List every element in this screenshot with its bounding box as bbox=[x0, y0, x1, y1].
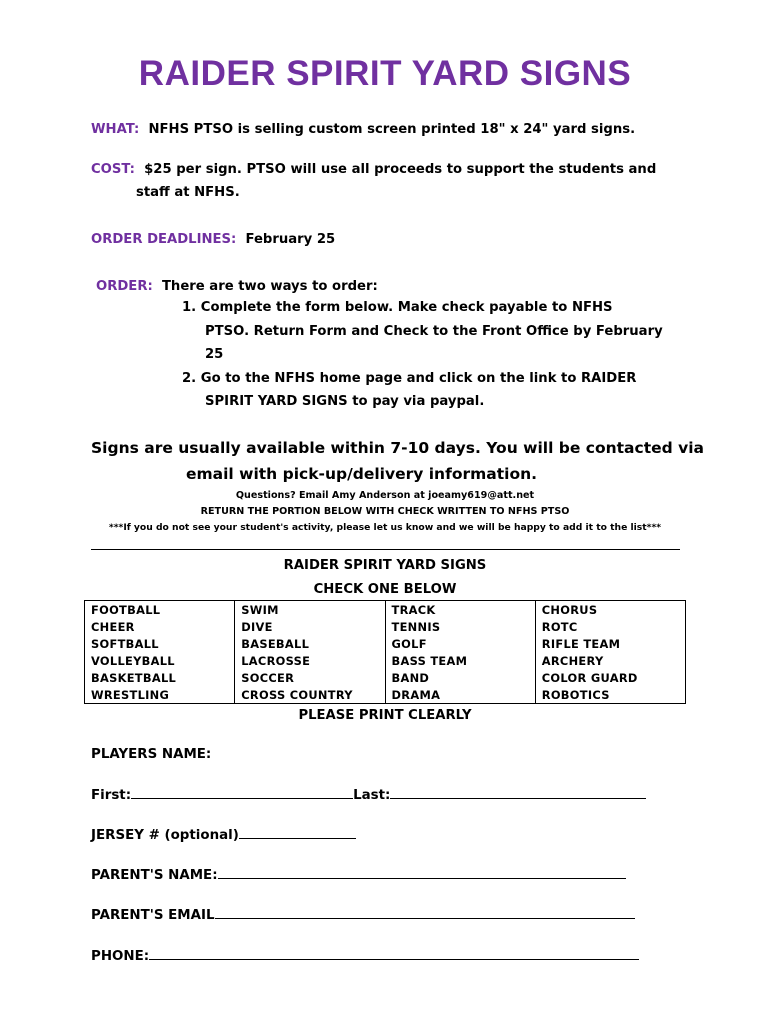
activity-option[interactable]: GOLF bbox=[385, 635, 535, 652]
parent-name-row bbox=[91, 867, 626, 883]
cost-text-2: staff at NFHS. bbox=[136, 185, 240, 200]
parent-name-field[interactable] bbox=[218, 867, 626, 879]
activity-option[interactable]: TRACK bbox=[385, 601, 535, 619]
deadline-label: ORDER DEADLINES: bbox=[91, 232, 237, 247]
parent-email-label: PARENT'S EMAIL bbox=[91, 908, 215, 923]
what-text: NFHS PTSO is selling custom screen printed 18" x 24" yard signs. bbox=[148, 122, 636, 137]
return-note: RETURN THE PORTION BELOW WITH CHECK WRITTEN TO NFHS PTSO bbox=[200, 506, 570, 517]
activity-option[interactable]: BASS TEAM bbox=[385, 652, 535, 669]
activity-option[interactable]: SWIM bbox=[235, 601, 385, 619]
table-row bbox=[85, 652, 686, 669]
phone-row bbox=[91, 948, 639, 964]
form-heading: RAIDER SPIRIT YARD SIGNS bbox=[283, 558, 487, 573]
activity-option[interactable]: RIFLE TEAM bbox=[535, 635, 685, 652]
table-row bbox=[85, 686, 686, 704]
activity-note: ***If you do not see your student's activity, please let us know and we will be happy to add it to the list*** bbox=[108, 522, 662, 533]
parent-name-label: PARENT'S NAME: bbox=[91, 868, 218, 883]
questions-note: Questions? Email Amy Anderson at joeamy619@att.net bbox=[235, 490, 535, 501]
activity-option[interactable]: DIVE bbox=[235, 618, 385, 635]
jersey-row bbox=[91, 827, 356, 843]
phone-label: PHONE: bbox=[91, 949, 150, 964]
cut-line bbox=[91, 549, 680, 550]
order-step-2-line-2: SPIRIT YARD SIGNS to pay via paypal. bbox=[205, 394, 485, 409]
deadline-line bbox=[91, 232, 335, 247]
order-intro: There are two ways to order: bbox=[161, 279, 378, 294]
jersey-field[interactable] bbox=[239, 827, 356, 839]
activity-option[interactable]: TENNIS bbox=[385, 618, 535, 635]
parent-email-field[interactable] bbox=[215, 907, 635, 919]
activity-option[interactable]: LACROSSE bbox=[235, 652, 385, 669]
table-row bbox=[85, 618, 686, 635]
activity-option[interactable]: ARCHERY bbox=[535, 652, 685, 669]
activity-option[interactable]: VOLLEYBALL bbox=[85, 652, 235, 669]
activity-option[interactable]: SOFTBALL bbox=[85, 635, 235, 652]
parent-email-row bbox=[91, 907, 635, 923]
order-step-2-line-1: 2. Go to the NFHS home page and click on the link to RAIDER bbox=[182, 371, 637, 386]
activity-option[interactable]: BAND bbox=[385, 669, 535, 686]
player-name-row bbox=[91, 787, 646, 803]
activity-option[interactable]: FOOTBALL bbox=[85, 601, 235, 619]
form-subheading: CHECK ONE BELOW bbox=[313, 582, 457, 597]
activity-option[interactable]: SOCCER bbox=[235, 669, 385, 686]
activity-option[interactable]: BASKETBALL bbox=[85, 669, 235, 686]
activity-option[interactable]: COLOR GUARD bbox=[535, 669, 685, 686]
table-row bbox=[85, 635, 686, 652]
deadline-text: February 25 bbox=[245, 232, 336, 247]
page-title: RAIDER SPIRIT YARD SIGNS bbox=[138, 54, 632, 93]
cost-line bbox=[91, 162, 656, 177]
activity-option[interactable]: ROTC bbox=[535, 618, 685, 635]
table-row bbox=[85, 601, 686, 619]
activity-option[interactable]: CHORUS bbox=[535, 601, 685, 619]
cost-label: COST: bbox=[91, 162, 135, 177]
activity-option[interactable]: BASEBALL bbox=[235, 635, 385, 652]
availability-line-1: Signs are usually available within 7-10 days. You will be contacted via bbox=[91, 439, 704, 457]
activity-option[interactable]: CROSS COUNTRY bbox=[235, 686, 385, 704]
table-row bbox=[85, 669, 686, 686]
order-step-1-line-1: 1. Complete the form below. Make check payable to NFHS bbox=[182, 300, 613, 315]
cost-text-1: $25 per sign. PTSO will use all proceeds to support the students and bbox=[144, 162, 657, 177]
activity-option[interactable]: ROBOTICS bbox=[535, 686, 685, 704]
order-step-1-line-3: 25 bbox=[205, 347, 224, 362]
print-clearly-note: PLEASE PRINT CLEARLY bbox=[298, 708, 472, 723]
order-step-1-line-2: PTSO. Return Form and Check to the Front Office by February bbox=[205, 324, 663, 339]
what-line bbox=[91, 122, 635, 137]
activity-option[interactable]: WRESTLING bbox=[85, 686, 235, 704]
first-name-label: First: bbox=[91, 788, 132, 803]
order-label: ORDER: bbox=[96, 279, 153, 294]
availability-line-2: email with pick-up/delivery information. bbox=[186, 465, 538, 483]
last-name-field[interactable] bbox=[390, 787, 646, 799]
activity-option[interactable]: DRAMA bbox=[385, 686, 535, 704]
phone-field[interactable] bbox=[149, 948, 639, 960]
first-name-field[interactable] bbox=[131, 787, 353, 799]
last-name-label: Last: bbox=[353, 788, 391, 803]
players-name-heading: PLAYERS NAME: bbox=[91, 747, 212, 762]
what-label: WHAT: bbox=[91, 122, 140, 137]
order-line bbox=[96, 279, 378, 294]
activity-table bbox=[84, 600, 686, 704]
jersey-label: JERSEY # (optional) bbox=[91, 828, 239, 843]
activity-option[interactable]: CHEER bbox=[85, 618, 235, 635]
